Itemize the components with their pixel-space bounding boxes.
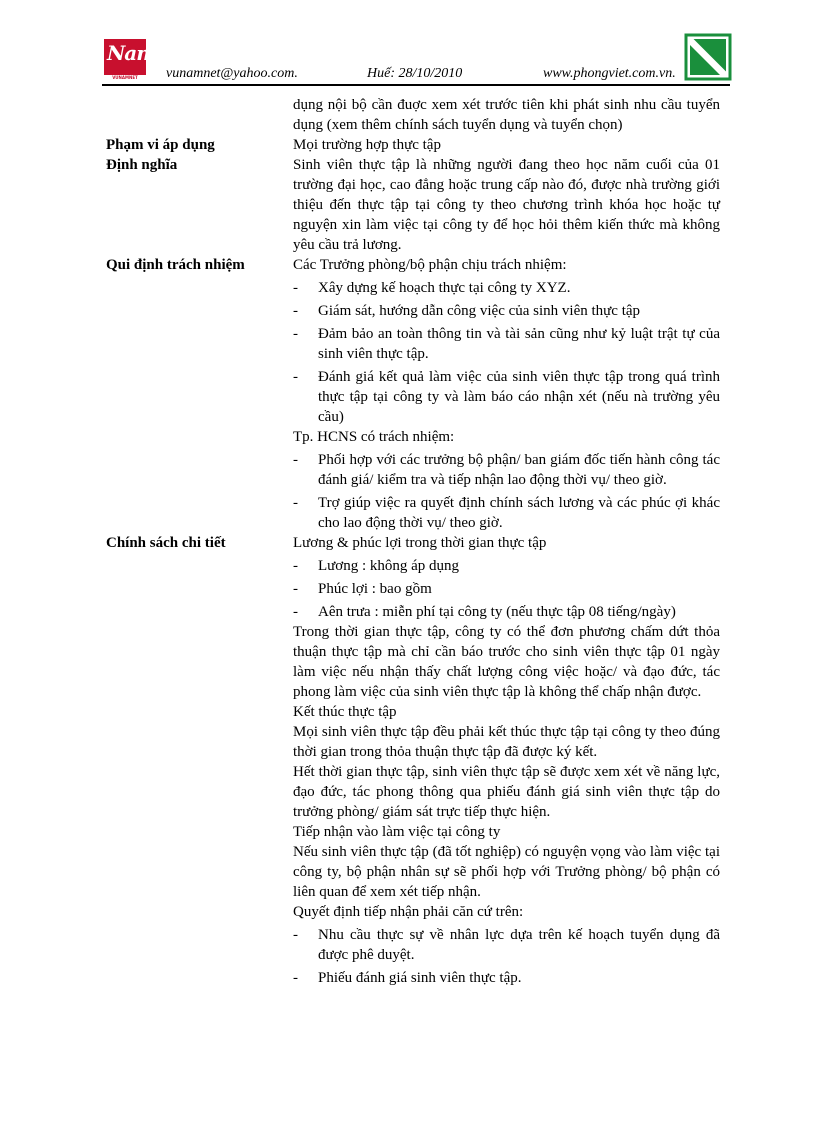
vunamnet-logo	[104, 39, 157, 81]
policy-lead-decision: Quyết định tiếp nhận phải căn cứ trên:	[293, 904, 524, 920]
bullet-dash: -	[293, 927, 298, 943]
responsibility-section	[0, 255, 816, 533]
page-header	[0, 0, 816, 90]
policy-lead-salary: Lương & phúc lợi trong thời gian thực tập	[293, 535, 547, 551]
policy-end-paragraph: Mọi sinh viên thực tập đều phải kết thúc thực tập tại công ty theo đúng thời gian trong thỏa thuận thực tập đã được ký kết.	[293, 724, 720, 760]
bullet-dash: -	[293, 280, 298, 296]
scope-text: Mọi trường hợp thực tập	[293, 137, 441, 153]
bullet-dash: -	[293, 326, 298, 342]
list-item: - Nhu cầu thực sự về nhân lực dựa trên kế hoạch tuyển dụng đã được phê duyệt.	[293, 927, 720, 963]
bullet-dash: -	[293, 495, 298, 511]
logo-caption-strip	[104, 75, 146, 81]
bullet-dash: -	[293, 604, 298, 620]
intro-section	[0, 95, 816, 135]
policy-lead-hiring: Tiếp nhận vào làm việc tại công ty	[293, 824, 501, 840]
responsibility-lead-managers: Các Trưởng phòng/bộ phận chịu trách nhiệm:	[293, 257, 567, 273]
intro-paragraph: dụng nội bộ cần đuợc xem xét trước tiên khi phát sinh nhu cầu tuyển dụng (xem thêm chính sách tuyển dụng và tuyển chọn)	[293, 97, 720, 133]
header-date: Huế: 28/10/2010	[367, 66, 463, 81]
list-item: - Phối hợp với các trưởng bộ phận/ ban giám đốc tiến hành công tác đánh giá/ kiểm tra và tiếp nhận lao động thời vụ/ theo giờ.	[293, 452, 720, 488]
list-item: - Trợ giúp việc ra quyết định chính sách lương và các phúc ợi khác cho lao động thời vụ/ theo giờ.	[293, 495, 720, 531]
list-item: - Lương : không áp dụng	[293, 558, 460, 574]
bullet-dash: -	[293, 369, 298, 385]
bullet-dash: -	[293, 452, 298, 468]
scope-section	[0, 135, 816, 155]
policy-hiring-paragraph: Nếu sinh viên thực tập (đã tốt nghiệp) có nguyện vọng vào làm việc tại công ty, bộ phận nhân sự sẽ phối hợp với Trưởng phòng/ bộ phận có liên quan để xem xét tiếp nhận.	[293, 844, 720, 900]
definition-text: Sinh viên thực tập là những người đang theo học năm cuối của 01 trường đại học, cao đẳng hoặc trung cấp nào đó, được nhà trường giới thiệu đến thực tập tại công ty theo chương trình khóa học hoặc tự nguyện xin làm việc tại công ty để học hỏi thêm kiến thức mà không yêu cầu trả lương.	[293, 157, 720, 253]
bullet-dash: -	[293, 558, 298, 574]
list-item: - Phiếu đánh giá sinh viên thực tập.	[293, 970, 522, 986]
header-email: vunamnet@yahoo.com.	[166, 66, 298, 81]
definition-label: Định nghĩa	[106, 157, 178, 173]
policy-termination-paragraph: Trong thời gian thực tập, công ty có thể đơn phương chấm dứt thỏa thuận thực tập mà chỉ cần báo trước cho sinh viên thực tập 01 ngày làm việc nếu nhận thấy chất lượng công việc hoặc/ và đạo đức, tác phong làm việc của sinh viên thực tập là không thể chấp nhận được.	[293, 624, 720, 700]
header-website: www.phongviet.com.vn.	[543, 66, 676, 81]
logo-script-text: Nam	[107, 41, 157, 65]
bullet-dash: -	[293, 970, 298, 986]
list-item: - Aên trưa : miễn phí tại công ty (nếu thực tập 08 tiếng/ngày)	[293, 604, 676, 620]
list-item: - Giám sát, hướng dẫn công việc của sinh viên thực tập	[293, 303, 641, 319]
policy-lead-end: Kết thúc thực tập	[293, 704, 397, 720]
list-item: - Đảm bảo an toàn thông tin và tài sản cũng như kỷ luật trật tự của sinh viên thực tập.	[293, 326, 720, 362]
responsibility-lead-hr: Tp. HCNS có trách nhiệm:	[293, 429, 455, 445]
bullet-dash: -	[293, 581, 298, 597]
header-rule	[102, 84, 730, 86]
definition-section	[0, 155, 816, 255]
bullet-dash: -	[293, 303, 298, 319]
list-item: - Phúc lợi : bao gồm	[293, 581, 432, 597]
list-item: - Đánh giá kết quả làm việc của sinh viên thực tập trong quá trình thực tập tại công ty và làm báo cáo nhận xét (nếu nà trường yêu cầu)	[293, 369, 720, 425]
document-body	[0, 95, 816, 988]
policy-label: Chính sách chi tiết	[106, 535, 226, 551]
policy-section	[0, 533, 816, 988]
logo-caption: VUNAMNET	[112, 75, 138, 80]
scope-label: Phạm vi áp dụng	[106, 137, 215, 153]
responsibility-label: Qui định trách nhiệm	[106, 257, 245, 273]
phongviet-logo	[686, 35, 730, 79]
policy-evaluation-paragraph: Hết thời gian thực tập, sinh viên thực tập sẽ được xem xét về năng lực, đạo đức, tác phong thông qua phiếu đánh giá sinh viên thực tập do trưởng phòng/ giám sát trực tiếp thực hiện.	[293, 764, 720, 820]
list-item: - Xây dựng kế hoạch thực tại công ty XYZ.	[293, 280, 571, 296]
